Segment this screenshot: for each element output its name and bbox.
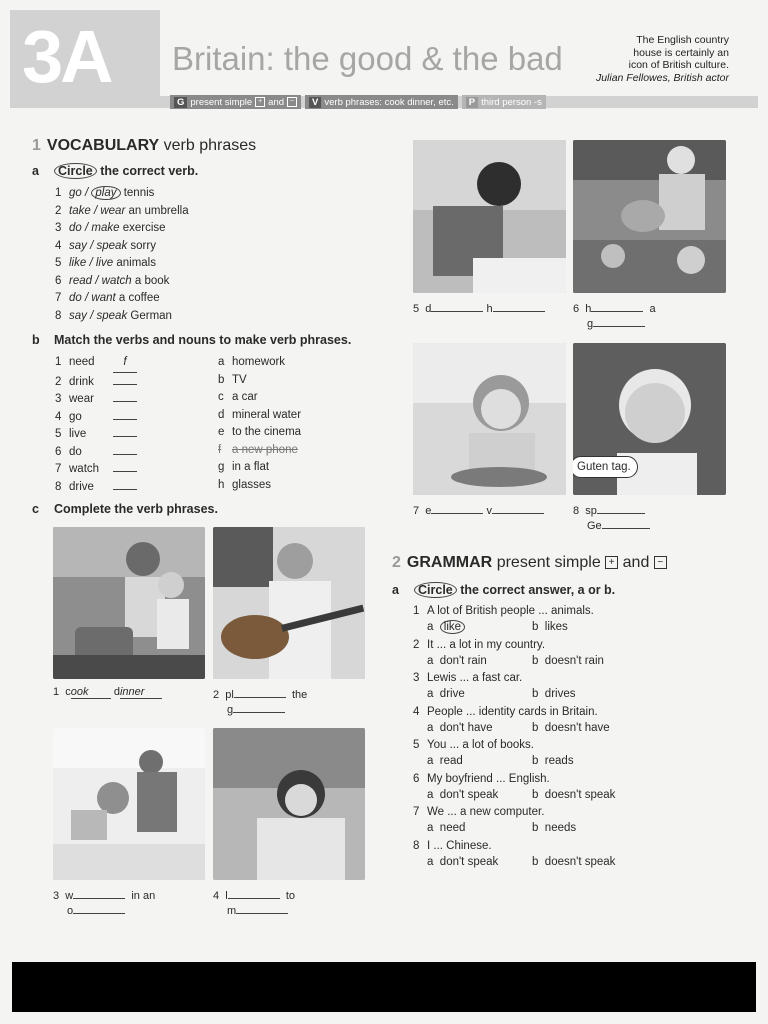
list-item: g in a flat [218,461,270,473]
answer-blank[interactable] [113,442,137,455]
exercise-2a-list [413,603,615,871]
verb-option[interactable]: say [69,309,87,322]
list-item: 4 People ... identity cards in Britain. a don't have b doesn't have [413,705,610,734]
instruction-text: the correct answer, a or b. [460,583,616,597]
photo-old-man [573,343,726,495]
caption-7: 7 e v [413,502,544,517]
list-item: 7 watch [55,459,137,477]
option-a[interactable]: don't speak [439,855,499,868]
exercise-1b-instruction [32,333,351,347]
caption-6: 6 h a g [573,300,723,330]
photo-office [53,728,205,880]
list-item: 2 take / wear an umbrella [55,204,189,217]
exercise-letter: a [32,164,39,178]
answer-blank[interactable] [113,407,137,420]
section-subtitle: present simple [496,554,601,571]
answer-blank[interactable] [113,424,137,437]
list-item: d mineral water [218,408,302,421]
answer-blank[interactable] [113,477,137,490]
option-b[interactable]: drives [544,688,576,700]
quote [584,34,729,84]
answer-blank[interactable] [234,686,286,698]
answer-blank[interactable] [493,300,545,312]
plus-icon: + [255,97,265,107]
tag-letter: G [174,97,187,108]
answer-blank[interactable] [593,315,645,327]
tag-text: verb phrases: cook dinner, etc. [324,96,454,108]
section-number: 1 [32,137,41,154]
tag-vocabulary [305,95,458,109]
option-a[interactable]: like [440,620,465,634]
photo-garden [573,140,726,293]
option-b[interactable]: needs [544,822,577,834]
answer-blank[interactable]: ook [71,686,111,699]
exercise-2a-instruction [392,583,615,597]
verb-option[interactable]: make [91,222,120,234]
caption-4: 4 l to m [213,887,363,917]
list-item: 5 live [55,424,137,442]
verb-option[interactable]: speak [96,239,128,252]
list-item: 1 A lot of British people ... animals. a like b likes [413,605,594,633]
photo-homework [413,140,566,293]
list-item: 3 do / make exercise [55,222,166,234]
exercise-letter: b [32,333,40,347]
list-item-used: f a new phone [218,443,298,456]
caption-1: 1 cook dinner [53,686,162,699]
answer-blank[interactable] [431,300,483,312]
exercise-letter: c [32,502,39,516]
list-item: 7 do / want a coffee [55,292,160,304]
list-item: 2 It ... a lot in my country. a don't rain b doesn't rain [413,638,604,667]
option-a[interactable]: don't speak [439,788,499,801]
eating-image [413,343,566,495]
list-item: 5 like / live animals [55,257,156,269]
tag-and: and [268,96,285,108]
verb-option[interactable]: want [91,292,116,304]
guitar-image [213,527,365,679]
answer-blank[interactable] [591,300,643,312]
photo-music [213,728,365,880]
list-item: 6 read / watch a book [55,274,170,287]
exercise-1a-list [55,185,189,325]
vocabulary-heading [32,137,256,155]
instruction-text: the correct verb. [100,164,199,178]
verb-option[interactable]: go [69,187,82,199]
scan-border [12,962,756,1012]
quote-line: The English country [636,34,729,46]
option-a[interactable]: don't rain [439,654,487,667]
list-item: e to the cinema [218,426,302,438]
cooking-image [53,527,205,679]
verb-option[interactable]: take [69,204,91,217]
photo-cooking [53,527,205,679]
option-a[interactable]: drive [439,688,465,700]
minus-icon: − [287,97,297,107]
section-keyword: VOCABULARY [46,137,160,154]
list-item: 1 need f [55,354,137,372]
list-item: 4 say / speak sorry [55,239,156,252]
photo-guitar [213,527,365,679]
tag-letter: V [309,97,321,108]
caption-3: 3 w in an o [53,887,203,917]
section-keyword: GRAMMAR [406,554,493,571]
garden-image [573,140,726,293]
answer-blank[interactable]: inner [120,686,162,699]
instruction-text: Complete the verb phrases. [54,502,218,516]
tag-grammar [170,95,301,109]
music-image [213,728,365,880]
quote-author: Julian Fellowes, British actor [595,71,729,84]
verb-option[interactable]: watch [101,274,132,287]
instruction-text: Match the verbs and nouns to make verb phrases. [54,333,352,347]
caption-8: 8 sp Ge [573,502,723,532]
homework-image [413,140,566,293]
verb-option[interactable]: play [91,186,120,200]
unit-number: 3A [22,15,111,98]
option-a[interactable]: need [439,822,466,834]
answer-blank[interactable] [228,887,280,899]
list-item: 5 You ... a lot of books. a read b reads [413,739,574,767]
answer-blank[interactable] [597,502,645,514]
verb-option[interactable]: say [69,239,87,252]
tag-letter: P [466,97,478,108]
option-b[interactable]: doesn't speak [544,855,616,868]
answer-blank[interactable] [113,459,137,472]
section-subtitle: verb phrases [163,137,257,154]
answer-blank[interactable] [602,517,650,529]
answer-blank[interactable] [113,372,137,385]
verb-option[interactable]: read [69,274,93,287]
answer-blank[interactable] [233,701,285,713]
caption-5: 5 d h [413,300,545,315]
exercise-1c-instruction [32,502,218,516]
list-item: 8 say / speak German [55,309,172,322]
grammar-heading: 2 GRAMMAR present simple + and − [392,554,667,572]
plus-icon: + [605,556,618,569]
caption-2: 2 pl the g [213,686,363,716]
list-item: c a car [218,391,258,403]
list-item: h glasses [218,478,271,491]
tag-text: third person -s [481,96,542,108]
list-item: 1 go / play tennis [55,187,155,199]
verb-option[interactable]: wear [100,204,126,217]
verb-option[interactable]: like [69,257,87,269]
exercise-letter: a [392,583,399,597]
circle-word: Circle [54,163,97,179]
quote-line: house is certainly an [633,46,729,59]
verb-option[interactable]: speak [96,309,128,322]
answer-blank[interactable] [73,902,125,914]
exercise-1b-verbs [55,354,137,494]
list-item: 3 Lewis ... a fast car. a drive b drives [413,672,576,700]
speech-bubble: Guten tag. [573,456,638,478]
option-b[interactable]: doesn't have [544,721,610,734]
list-item: 8 I ... Chinese. a don't speak b doesn't speak [413,839,616,868]
list-item: 2 drink [55,372,137,390]
list-item: 3 wear [55,389,137,407]
quote-line: icon of British culture. [628,59,729,71]
verb-option[interactable]: do [69,222,82,234]
answer-blank[interactable]: f [113,354,137,373]
verb-option[interactable]: live [95,257,114,269]
list-item: 4 go [55,407,137,425]
list-item: a homework [218,356,286,368]
option-b[interactable]: likes [544,621,568,633]
tag-text: present simple [190,96,253,108]
office-image [53,728,205,880]
option-a[interactable]: don't have [439,721,493,734]
answer-blank[interactable] [73,887,125,899]
list-item: 6 My boyfriend ... English. a don't speak b doesn't speak [413,772,616,801]
minus-icon: − [654,556,667,569]
answer-blank[interactable] [492,502,544,514]
exercise-1a-instruction [32,164,198,178]
list-item: 7 We ... a new computer. a need b needs [413,806,577,834]
verb-option[interactable]: do [69,292,82,304]
option-a[interactable]: read [439,755,463,767]
list-item: b TV [218,373,247,386]
answer-blank[interactable] [236,902,288,914]
section-number: 2 [392,554,401,571]
photo-eating [413,343,566,495]
option-b[interactable]: doesn't speak [544,788,616,801]
topic-tags [170,95,546,109]
option-b[interactable]: doesn't rain [544,654,604,667]
answer-blank[interactable] [431,502,483,514]
answer-blank[interactable] [113,389,137,402]
circle-word: Circle [414,582,457,598]
page-title: Britain: the good & the bad [172,40,563,77]
list-item: 8 drive [55,477,137,495]
list-item: 6 do [55,442,137,460]
exercise-1b-nouns [218,354,301,494]
tag-pronunciation [462,95,546,109]
option-b[interactable]: reads [544,755,574,767]
